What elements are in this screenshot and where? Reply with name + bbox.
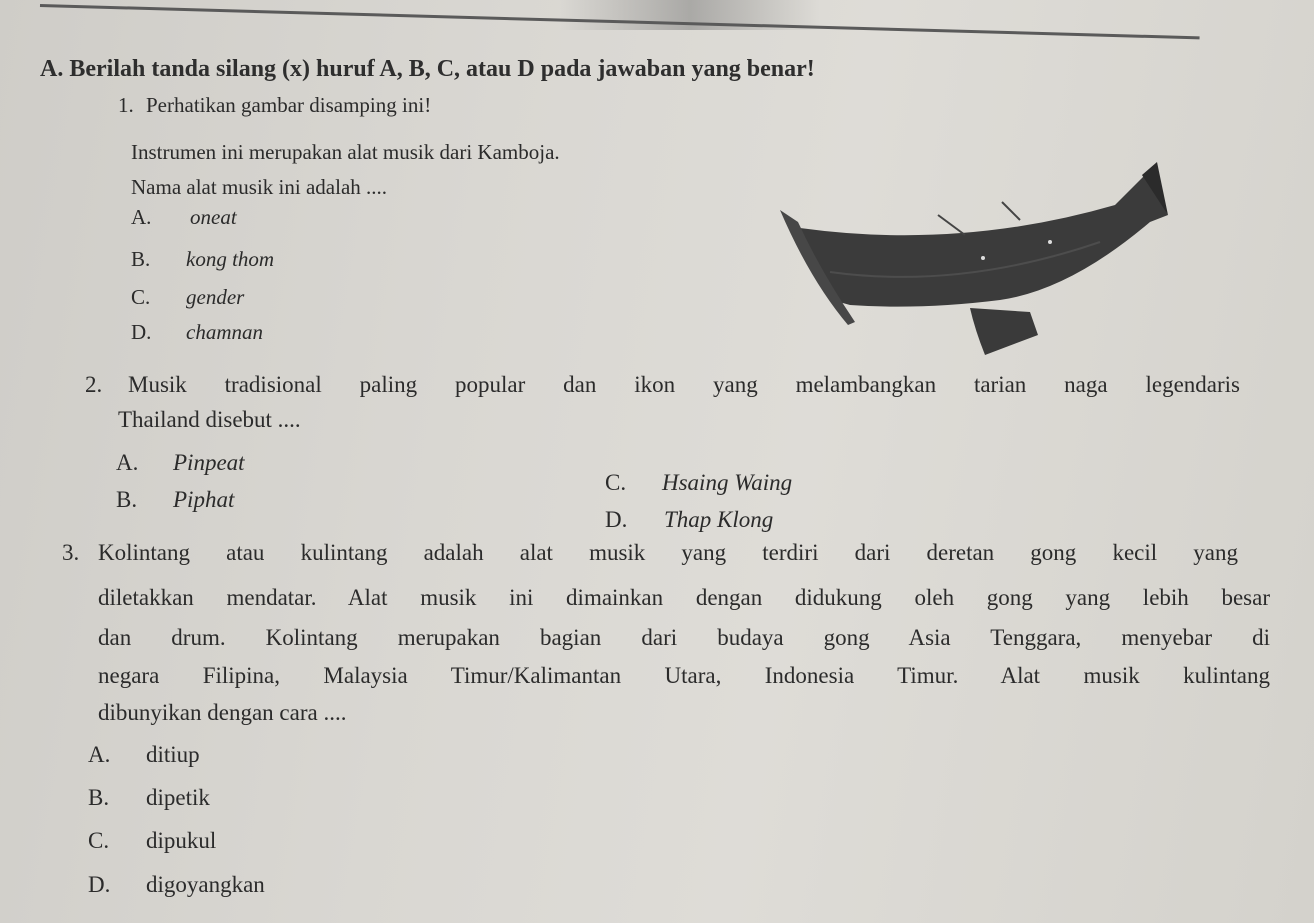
q3-line-5: dibunyikan dengan cara .... [98, 700, 347, 725]
q2-option-d-letter: D. [605, 507, 628, 532]
q3-line-1: Kolintang atau kulintang adalah alat musik yang terdiri dari deretan gong kecil yang [98, 540, 1238, 565]
q3-number: 3. [62, 540, 80, 565]
q2-option-b-text: Piphat [173, 487, 235, 512]
q1-option-c-letter: C. [131, 285, 151, 309]
q2-number: 2. [85, 372, 103, 397]
q2-option-c-letter: C. [605, 470, 627, 495]
q2-option-d-text: Thap Klong [664, 507, 774, 532]
q1-option-a-text: oneat [190, 205, 237, 229]
q3-option-b-text: dipetik [146, 785, 210, 810]
q1-number: 1. [118, 93, 134, 117]
q2-option-b-letter: B. [116, 487, 138, 512]
cambodian-xylophone-icon [770, 150, 1190, 365]
q1-option-b-text: kong thom [186, 247, 275, 271]
q3-option-a-text: ditiup [146, 742, 200, 767]
q1-option-b-letter: B. [131, 247, 151, 271]
q2-option-a-text: Pinpeat [173, 450, 245, 475]
q1-option-d-letter: D. [131, 320, 152, 344]
q2-line-2: Thailand disebut .... [118, 407, 301, 432]
q2-option-c-text: Hsaing Waing [662, 470, 793, 495]
q2-option-a-letter: A. [116, 450, 139, 475]
q1-line-3: Nama alat musik ini adalah .... [131, 175, 388, 199]
q3-line-2: diletakkan mendatar. Alat musik ini dimainkan dengan didukung oleh gong yang lebih besar [98, 585, 1270, 610]
q1-line-1: Perhatikan gambar disamping ini! [146, 93, 432, 117]
q1-option-a-letter: A. [131, 205, 152, 229]
q3-option-c-text: dipukul [146, 828, 217, 853]
q3-option-d-letter: D. [88, 872, 111, 897]
q3-option-b-letter: B. [88, 785, 110, 810]
q1-option-c-text: gender [186, 285, 245, 309]
q1-line-2: Instrumen ini merupakan alat musik dari Kamboja. [131, 140, 560, 164]
q3-option-d-text: digoyangkan [146, 872, 265, 897]
q3-line-4: negara Filipina, Malaysia Timur/Kalimantan Utara, Indonesia Timur. Alat musik kulintang [98, 663, 1270, 688]
q2-line-1: Musik tradisional paling popular dan ikon yang melambangkan tarian naga legendaris [128, 372, 1240, 397]
q3-option-a-letter: A. [88, 742, 111, 767]
q3-option-c-letter: C. [88, 828, 110, 853]
q3-line-3: dan drum. Kolintang merupakan bagian dari budaya gong Asia Tenggara, menyebar di [98, 625, 1270, 650]
q1-option-d-text: chamnan [186, 320, 263, 344]
section-instruction: A. Berilah tanda silang (x) huruf A, B, C, atau D pada jawaban yang benar! [40, 56, 815, 82]
